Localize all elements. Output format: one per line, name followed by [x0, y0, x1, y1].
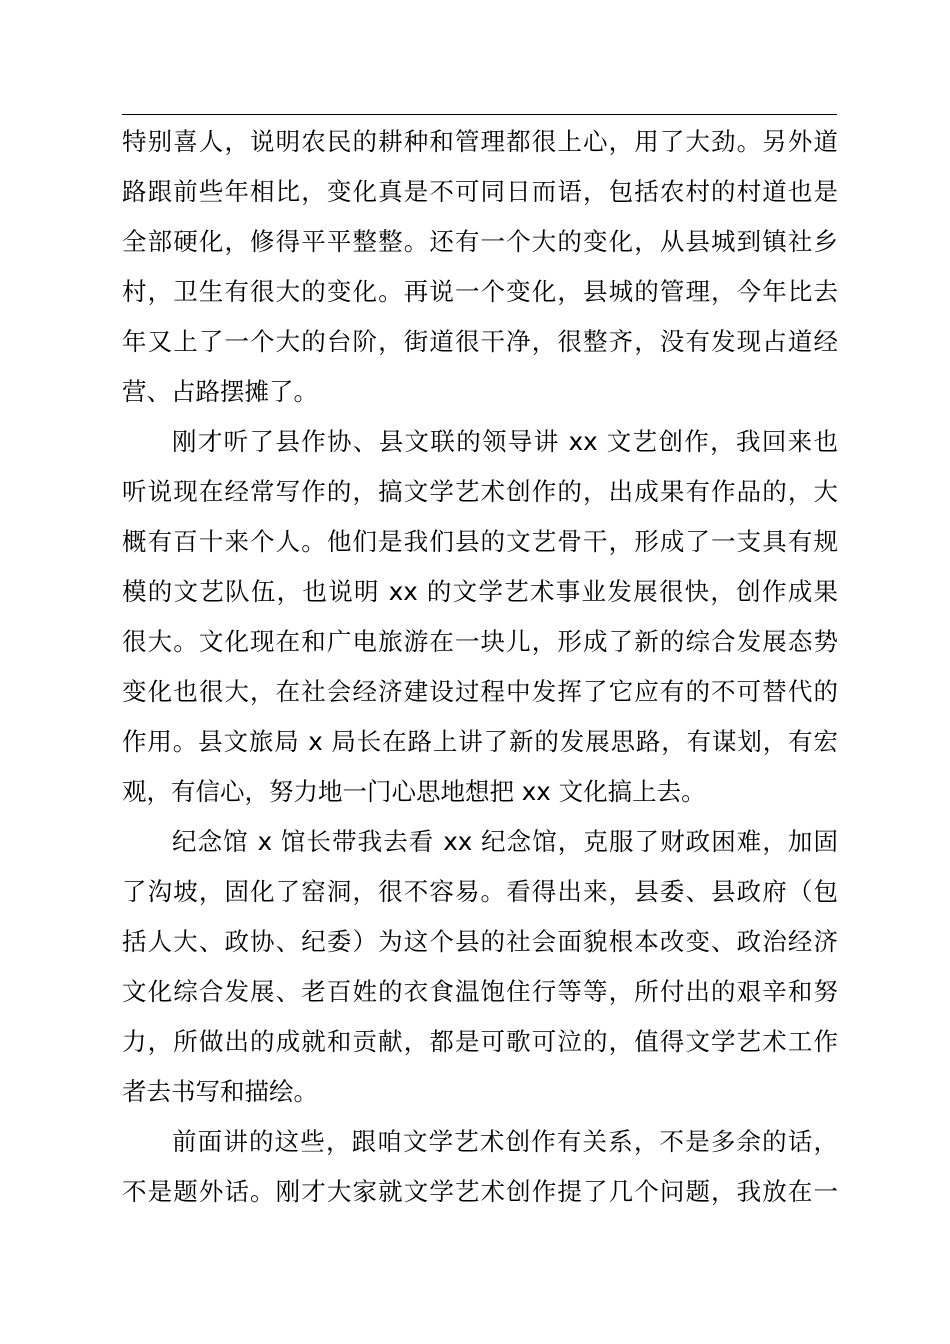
text-line: 括人大、政协、纪委）为这个县的社会面貌根本改变、政治经济 — [122, 927, 838, 956]
text-line: 观，有信心，努力地一门心思地想把 xx 文化搞上去。 — [122, 777, 706, 806]
text-line: 前面讲的这些，跟咱文学艺术创作有关系，不是多余的话， — [172, 1127, 838, 1156]
text-line: 村，卫生有很大的变化。再说一个变化，县城的管理，今年比去 — [122, 277, 838, 306]
header-rule — [122, 114, 837, 115]
text-line: 路跟前些年相比，变化真是不可同日而语，包括农村的村道也是 — [122, 177, 838, 206]
text-line: 模的文艺队伍，也说明 xx 的文学艺术事业发展很快，创作成果 — [122, 577, 838, 606]
text-line: 不是题外话。刚才大家就文学艺术创作提了几个问题，我放在一 — [122, 1177, 838, 1206]
text-line: 刚才听了县作协、县文联的领导讲 xx 文艺创作，我回来也 — [172, 427, 838, 456]
text-line: 文化综合发展、老百姓的衣食温饱住行等等，所付出的艰辛和努 — [122, 977, 838, 1006]
text-line: 者去书写和描绘。 — [122, 1077, 318, 1106]
text-line: 听说现在经常写作的，搞文学艺术创作的，出成果有作品的，大 — [122, 477, 838, 506]
text-line: 全部硬化，修得平平整整。还有一个大的变化，从县城到镇社乡 — [122, 227, 838, 256]
text-line: 了沟坡，固化了窑洞，很不容易。看得出来，县委、县政府（包 — [122, 877, 838, 906]
text-line: 特别喜人，说明农民的耕种和管理都很上心，用了大劲。另外道 — [122, 127, 838, 156]
text-line: 营、占路摆摊了。 — [122, 377, 318, 406]
text-line: 力，所做出的成就和贡献，都是可歌可泣的，值得文学艺术工作 — [122, 1027, 838, 1056]
text-line: 变化也很大，在社会经济建设过程中发挥了它应有的不可替代的 — [122, 677, 838, 706]
text-line: 纪念馆 x 馆长带我去看 xx 纪念馆，克服了财政困难，加固 — [172, 827, 838, 856]
text-line: 年又上了一个大的台阶，街道很干净，很整齐，没有发现占道经 — [122, 327, 838, 356]
text-line: 作用。县文旅局 x 局长在路上讲了新的发展思路，有谋划，有宏 — [122, 727, 838, 756]
text-line: 概有百十来个人。他们是我们县的文艺骨干，形成了一支具有规 — [122, 527, 838, 556]
text-line: 很大。文化现在和广电旅游在一块儿，形成了新的综合发展态势 — [122, 627, 838, 656]
